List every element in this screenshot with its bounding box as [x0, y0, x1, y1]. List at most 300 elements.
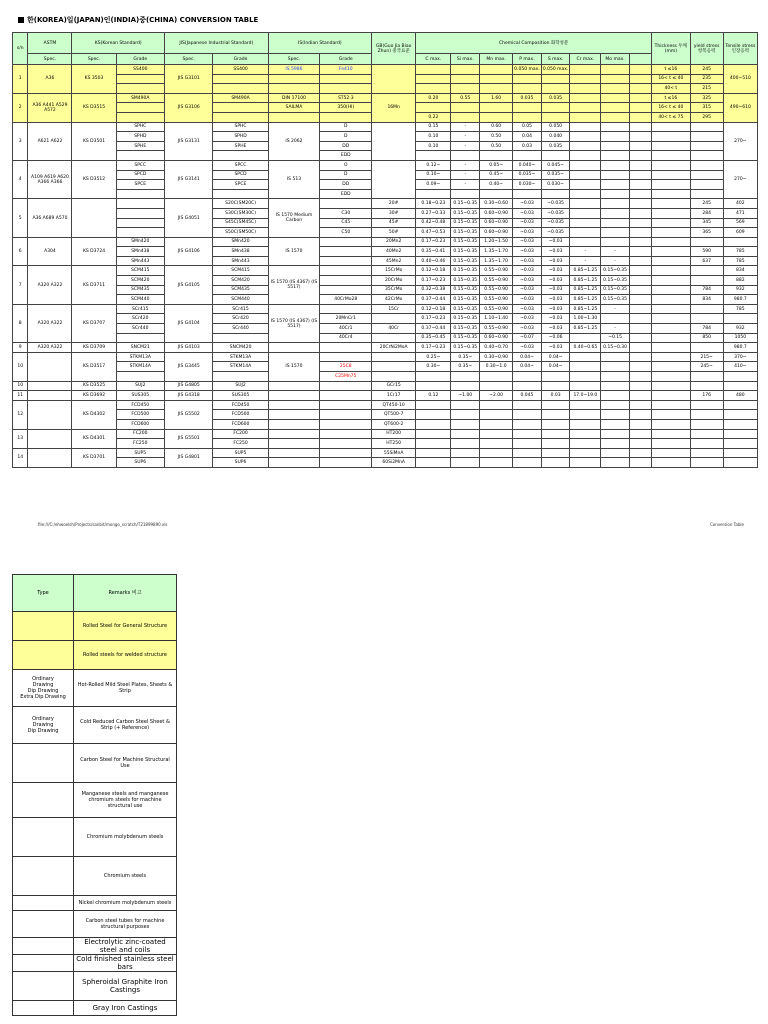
- row-thickness: [652, 352, 691, 362]
- row-ks-grade: [116, 208, 164, 218]
- row-yield: [690, 189, 723, 199]
- row-jis-grade: FCD500: [213, 410, 268, 420]
- row-gb: [372, 160, 416, 198]
- row-c: [416, 84, 451, 94]
- row-mn: [480, 439, 513, 449]
- row-s: ~0.06: [541, 333, 570, 343]
- row-is-spec: [268, 458, 320, 468]
- row-mn: 0.55~0.90: [480, 266, 513, 276]
- row-jis-grade: [213, 74, 268, 84]
- row-sn: 9: [13, 343, 28, 353]
- row-s: 0.04~: [541, 362, 570, 372]
- row-jis-grade: SCM415: [213, 266, 268, 276]
- row-is-grade: DD: [320, 141, 372, 151]
- row-p: ~0.03: [513, 324, 542, 334]
- row-tensile: 932: [723, 285, 757, 295]
- row-is-grade: C30: [320, 208, 372, 218]
- row-p: ~0.03: [513, 295, 542, 305]
- row-tensile: [723, 237, 757, 247]
- row-tensile: [723, 381, 757, 391]
- row-c: [416, 410, 451, 420]
- row-astm: A621 A622: [28, 122, 72, 160]
- row-tensile: 410~: [723, 362, 757, 372]
- row-mo: [601, 141, 630, 151]
- row-is-grade: C25Mn75: [320, 372, 372, 382]
- row-blank: [629, 266, 651, 276]
- row-gb: [372, 65, 416, 94]
- row-c: [416, 400, 451, 410]
- row-c: 0.20: [416, 93, 451, 103]
- row-blank: [629, 112, 651, 122]
- row-c: 0.17~0.23: [416, 237, 451, 247]
- remarks-row: [13, 612, 177, 641]
- row-cr: [570, 208, 601, 218]
- row-yield: [690, 419, 723, 429]
- row-p: [513, 410, 542, 420]
- row-gb: 40Mn2: [372, 247, 416, 257]
- row-c: 0.12~: [416, 160, 451, 170]
- row-is-grade: 40Cr4: [320, 333, 372, 343]
- row-mn: 0.50: [480, 132, 513, 142]
- row-c: 0.25~: [416, 352, 451, 362]
- remarks-type-cell: [13, 972, 74, 1001]
- row-is-grade: [320, 285, 372, 295]
- row-cr: [570, 362, 601, 372]
- row-mo: [601, 122, 630, 132]
- row-jis-grade: [213, 151, 268, 161]
- row-si: -: [451, 170, 480, 180]
- row-cr: [570, 180, 601, 190]
- row-ks-grade: SCM415: [116, 266, 164, 276]
- row-tensile: 370~: [723, 352, 757, 362]
- row-c: 0.10~: [416, 170, 451, 180]
- row-jis-grade: SPCC: [213, 160, 268, 170]
- row-si: [451, 189, 480, 199]
- row-yield: 834: [690, 295, 723, 305]
- row-yield: 284: [690, 208, 723, 218]
- row-yield: 215: [690, 84, 723, 94]
- row-mo: -: [601, 324, 630, 334]
- row-mo: 0.15~0.30: [601, 343, 630, 353]
- row-is-spec: [268, 419, 320, 429]
- row-yield: [690, 237, 723, 247]
- row-tensile: [723, 429, 757, 439]
- row-mn: 0.60~0.90: [480, 228, 513, 238]
- row-si: -: [451, 132, 480, 142]
- row-astm: A109 A619 A620 A366 A366: [28, 160, 72, 198]
- table-row: [13, 228, 758, 238]
- row-cr: [570, 170, 601, 180]
- row-mo: [601, 189, 630, 199]
- row-is-grade: [320, 266, 372, 276]
- row-cr: [570, 419, 601, 429]
- row-blank: [629, 65, 651, 75]
- document-title: [18, 15, 258, 25]
- row-thickness: [652, 429, 691, 439]
- row-cr: 0.85~1.25: [570, 324, 601, 334]
- header-ks: KS(Korean Standard): [72, 33, 165, 54]
- remarks-row: [13, 818, 177, 857]
- row-yield: 784: [690, 324, 723, 334]
- row-tensile: [723, 410, 757, 420]
- row-jis-grade: [213, 189, 268, 199]
- table-row: [13, 304, 758, 314]
- row-s: ~0.03: [541, 295, 570, 305]
- row-is-grade: [320, 400, 372, 410]
- row-p: ~0.03: [513, 285, 542, 295]
- row-tensile: 785: [723, 247, 757, 257]
- row-astm: [28, 391, 72, 401]
- row-mo: [601, 170, 630, 180]
- row-s: ~0.03: [541, 237, 570, 247]
- row-s: ~0.035: [541, 228, 570, 238]
- row-mo: [601, 237, 630, 247]
- row-ks-grade: [116, 112, 164, 122]
- remarks-type-cell: [13, 707, 74, 744]
- row-p: [513, 458, 542, 468]
- table-row: [13, 314, 758, 324]
- remarks-type-label: Dip Drawing: [27, 688, 59, 694]
- row-ks-spec: KS D3711: [72, 266, 116, 304]
- row-c: 0.42~0.48: [416, 218, 451, 228]
- row-si: [451, 112, 480, 122]
- row-jis-grade: FCD600: [213, 419, 268, 429]
- row-ks-spec: KS D3525: [72, 381, 116, 391]
- table-row: [13, 237, 758, 247]
- row-yield: [690, 314, 723, 324]
- row-ks-grade: FCD600: [116, 419, 164, 429]
- row-mn: 0.55~0.90: [480, 295, 513, 305]
- row-si: 0.15~0.35: [451, 256, 480, 266]
- row-is-grade: 40CrMo28: [320, 295, 372, 305]
- table-row: [13, 295, 758, 305]
- row-mo: 0.15~0.35: [601, 295, 630, 305]
- row-cr: [570, 410, 601, 420]
- remarks-row: [13, 744, 177, 783]
- row-si: [451, 103, 480, 113]
- row-cr: [570, 189, 601, 199]
- row-gb: [372, 333, 416, 343]
- row-s: [541, 429, 570, 439]
- row-thickness: [652, 333, 691, 343]
- row-ks-spec: KS D3512: [72, 160, 116, 198]
- row-jis-grade: SMn438: [213, 247, 268, 257]
- row-yield: 637: [690, 256, 723, 266]
- row-jis-grade: S45C(SM45C): [213, 218, 268, 228]
- row-mn: 0.55~0.90: [480, 276, 513, 286]
- row-s: ~0.035: [541, 199, 570, 209]
- row-jis-grade: S20C(SM20C): [213, 199, 268, 209]
- row-astm: A36 A441 A529 A572: [28, 93, 72, 122]
- header-grade: Grade: [320, 54, 372, 65]
- row-p: [513, 151, 542, 161]
- row-ks-grade: FCD500: [116, 410, 164, 420]
- remarks-row: [13, 972, 177, 1001]
- row-c: 0.12~0.18: [416, 266, 451, 276]
- row-mo: [601, 400, 630, 410]
- row-s: [541, 410, 570, 420]
- row-si: 0.15~0.35: [451, 237, 480, 247]
- row-c: 0.22: [416, 112, 451, 122]
- row-mn: [480, 448, 513, 458]
- row-blank: [629, 343, 651, 353]
- row-s: ~0.03: [541, 343, 570, 353]
- row-ks-grade: [116, 199, 164, 209]
- row-tensile: [723, 400, 757, 410]
- row-is-grade: D: [320, 132, 372, 142]
- remarks-type-cell: [13, 955, 74, 972]
- row-p: ~0.03: [513, 218, 542, 228]
- row-ks-spec: KS D3724: [72, 237, 116, 266]
- row-blank: [629, 276, 651, 286]
- row-si: [451, 74, 480, 84]
- row-yield: [690, 141, 723, 151]
- row-s: 0.035: [541, 141, 570, 151]
- header-thickness: Thickness 두께(mm): [652, 33, 691, 65]
- remarks-type-cell: [13, 783, 74, 818]
- row-c: [416, 65, 451, 75]
- row-ks-spec: KS D4301: [72, 429, 116, 448]
- row-ks-grade: SCr420: [116, 314, 164, 324]
- row-ks-grade: [116, 189, 164, 199]
- row-jis-grade: FC200: [213, 429, 268, 439]
- row-si: 0.35~: [451, 362, 480, 372]
- row-si: 0.55: [451, 93, 480, 103]
- row-thickness: t ≤16: [652, 65, 691, 75]
- row-p: ~0.07: [513, 333, 542, 343]
- row-c: [416, 381, 451, 391]
- row-ks-grade: [116, 372, 164, 382]
- row-mo: [601, 362, 630, 372]
- row-mn: 0.60~0.90: [480, 208, 513, 218]
- row-gb: QT600-2: [372, 419, 416, 429]
- row-sn: 2: [13, 93, 28, 122]
- row-cr: [570, 400, 601, 410]
- row-is-spec: [268, 410, 320, 420]
- row-gb: 55SiMnA: [372, 448, 416, 458]
- row-yield: [690, 400, 723, 410]
- row-tensile: 270~: [723, 122, 757, 160]
- header-cr: Cr max.: [570, 54, 601, 65]
- row-ks-grade: FCD450: [116, 400, 164, 410]
- row-si: [451, 419, 480, 429]
- row-mn: ~2.00: [480, 391, 513, 401]
- row-p: [513, 381, 542, 391]
- row-ks-grade: SCM420: [116, 276, 164, 286]
- row-jis-grade: SMn443: [213, 256, 268, 266]
- row-gb: [372, 372, 416, 382]
- row-gb: [372, 362, 416, 372]
- row-cr: 0.85~1.25: [570, 266, 601, 276]
- row-blank: [629, 324, 651, 334]
- row-cr: [570, 122, 601, 132]
- row-p: 0.04~: [513, 352, 542, 362]
- row-s: ~0.03: [541, 314, 570, 324]
- row-jis-grade: [213, 103, 268, 113]
- row-c: 0.10: [416, 132, 451, 142]
- row-mo: 0.15~0.35: [601, 266, 630, 276]
- row-cr: [570, 141, 601, 151]
- row-jis-grade: SCM420: [213, 276, 268, 286]
- remarks-type-cell: [13, 641, 74, 670]
- row-sn: 4: [13, 160, 28, 198]
- row-si: [451, 151, 480, 161]
- row-thickness: [652, 132, 691, 142]
- header-s: S max.: [541, 54, 570, 65]
- row-thickness: [652, 160, 691, 170]
- row-s: ~0.03: [541, 266, 570, 276]
- row-si: [451, 84, 480, 94]
- row-gb: 20CrMo: [372, 276, 416, 286]
- row-is-grade: [320, 458, 372, 468]
- row-c: 0.18~0.23: [416, 199, 451, 209]
- row-s: 0.030~: [541, 180, 570, 190]
- row-is-grade: C50: [320, 228, 372, 238]
- row-s: 0.04~: [541, 352, 570, 362]
- row-is-spec: [268, 381, 320, 391]
- row-ks-spec: KS D3707: [72, 304, 116, 342]
- row-blank: [629, 295, 651, 305]
- row-p: 0.03: [513, 141, 542, 151]
- row-is-spec: [268, 391, 320, 401]
- row-p: ~0.03: [513, 343, 542, 353]
- row-yield: 235: [690, 74, 723, 84]
- row-cr: 0.85~1.25: [570, 304, 601, 314]
- row-blank: [629, 419, 651, 429]
- row-thickness: [652, 324, 691, 334]
- row-gb: 15Cr: [372, 304, 416, 314]
- row-thickness: [652, 381, 691, 391]
- row-si: [451, 400, 480, 410]
- row-si: 0.15~0.35: [451, 247, 480, 257]
- row-is-spec: [268, 429, 320, 439]
- row-gb: 20#: [372, 199, 416, 209]
- row-sn: 5: [13, 199, 28, 237]
- row-thickness: [652, 266, 691, 276]
- row-cr: [570, 74, 601, 84]
- row-jis-spec: JIS G4106: [165, 237, 213, 266]
- row-jis-spec: JIS G5502: [165, 400, 213, 429]
- remarks-remark-header: Remarks 비고: [74, 575, 177, 612]
- row-jis-spec: JIS G5501: [165, 429, 213, 448]
- row-p: [513, 189, 542, 199]
- row-gb: 60Si2MnA: [372, 458, 416, 468]
- row-p: ~0.03: [513, 276, 542, 286]
- row-jis-grade: SPHE: [213, 141, 268, 151]
- row-blank: [629, 151, 651, 161]
- row-is-spec: [268, 439, 320, 449]
- row-cr: [570, 429, 601, 439]
- row-thickness: [652, 439, 691, 449]
- row-p: [513, 439, 542, 449]
- row-mn: 1.20~1.50: [480, 237, 513, 247]
- row-p: ~0.03: [513, 199, 542, 209]
- row-is-grade: [320, 199, 372, 209]
- row-ks-grade: SMn420: [116, 237, 164, 247]
- row-si: [451, 372, 480, 382]
- remarks-type-cell: [13, 1001, 74, 1016]
- row-mo: [601, 199, 630, 209]
- remarks-type-label: Ordinary: [32, 716, 54, 722]
- row-thickness: [652, 314, 691, 324]
- table-row: [13, 352, 758, 362]
- row-mn: [480, 84, 513, 94]
- row-yield: [690, 170, 723, 180]
- row-jis-spec: JIS G3141: [165, 160, 213, 198]
- row-p: [513, 448, 542, 458]
- row-ks-grade: SCr440: [116, 324, 164, 334]
- row-sn: 7: [13, 266, 28, 304]
- row-is-grade: [320, 381, 372, 391]
- row-sn: 14: [13, 448, 28, 467]
- row-thickness: [652, 419, 691, 429]
- table-row: [13, 410, 758, 420]
- row-tensile: 400~510: [723, 65, 757, 94]
- header-mn: Mn max.: [480, 54, 513, 65]
- row-jis-spec: JIS G4104: [165, 304, 213, 342]
- row-ks-spec: KS D3701: [72, 448, 116, 467]
- row-thickness: [652, 237, 691, 247]
- row-cr: [570, 132, 601, 142]
- row-gb: GCr15: [372, 381, 416, 391]
- row-is-grade: [320, 276, 372, 286]
- row-ks-grade: SUJ2: [116, 381, 164, 391]
- row-mn: 0.55~0.90: [480, 304, 513, 314]
- row-blank: [629, 141, 651, 151]
- row-mo: -: [601, 256, 630, 266]
- row-ks-grade: SPHE: [116, 141, 164, 151]
- row-thickness: [652, 141, 691, 151]
- row-jis-spec: JIS G4805: [165, 381, 213, 391]
- header-spec: Spec.: [268, 54, 320, 65]
- row-jis-grade: SCM435: [213, 285, 268, 295]
- row-mo: [601, 112, 630, 122]
- row-yield: 215~: [690, 352, 723, 362]
- row-yield: 245: [690, 65, 723, 75]
- row-mo: [601, 93, 630, 103]
- header-spec: Spec.: [165, 54, 213, 65]
- row-si: [451, 65, 480, 75]
- header-spec: Spec.: [72, 54, 116, 65]
- row-si: [451, 410, 480, 420]
- row-jis-grade: [213, 84, 268, 94]
- row-gb: 45#: [372, 218, 416, 228]
- row-yield: 345: [690, 218, 723, 228]
- remarks-remark-cell: Hot-Rolled Mild Steel Plates, Sheets & Strip: [74, 670, 177, 707]
- row-mo: 0.15~0.35: [601, 276, 630, 286]
- row-thickness: [652, 170, 691, 180]
- row-yield: [690, 304, 723, 314]
- row-mo: [601, 352, 630, 362]
- table-row: [13, 324, 758, 334]
- row-is-grade: [320, 352, 372, 362]
- row-c: 0.17~0.23: [416, 343, 451, 353]
- row-thickness: [652, 122, 691, 132]
- row-c: 0.37~0.44: [416, 324, 451, 334]
- row-mn: 0.40~0.70: [480, 343, 513, 353]
- row-c: [416, 103, 451, 113]
- row-is-spec: IS 1570 Medium Carbon: [268, 199, 320, 237]
- row-mo: [601, 84, 630, 94]
- row-c: 0.10: [416, 141, 451, 151]
- table-row: [13, 429, 758, 439]
- table-row: [13, 208, 758, 218]
- row-s: 0.035: [541, 93, 570, 103]
- row-si: 0.15~0.35: [451, 228, 480, 238]
- row-astm: A36 A689 A570: [28, 199, 72, 237]
- row-si: 0.35~: [451, 352, 480, 362]
- row-tensile: 1050: [723, 333, 757, 343]
